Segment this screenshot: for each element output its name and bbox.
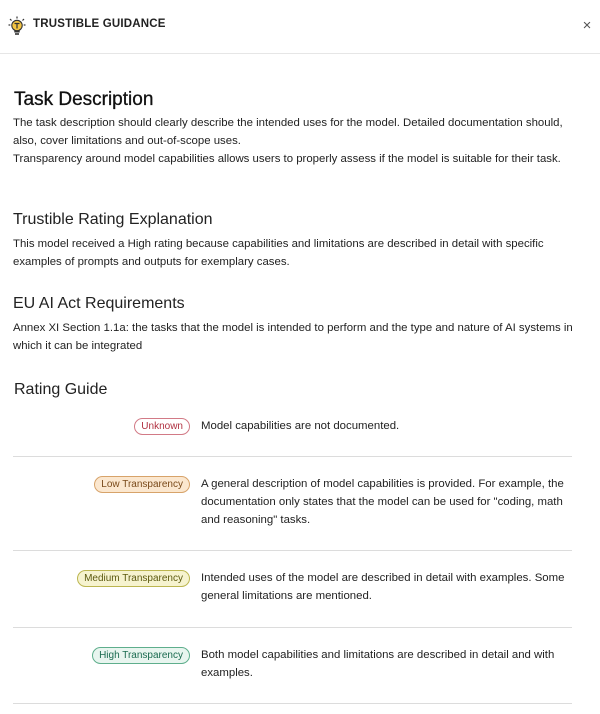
rating-description-unknown: Model capabilities are not documented.	[201, 420, 400, 432]
rating-row-high	[13, 628, 572, 704]
rating-badge-unknown: Unknown	[134, 418, 190, 435]
task-description-body-2: Transparency around model capabilities allows users to properly assess if the model is suitable for their task.	[13, 153, 561, 165]
lightbulb-icon	[8, 16, 26, 36]
task-description-body: The task description should clearly describe the intended uses for the model. Detailed documentation should, also, cover limitations and out-of-scope uses.	[13, 117, 563, 147]
rating-description-low: A general description of model capabilities is provided. For example, the documentation only states that the model can be used for "coding, math and reasoning" tasks.	[201, 478, 564, 526]
rating-guide-list	[13, 407, 572, 704]
rating-badge-medium: Medium Transparency	[77, 570, 190, 587]
rating-badge-high: High Transparency	[92, 647, 190, 664]
rating-row-low	[13, 457, 572, 551]
guidance-header	[0, 0, 600, 54]
rating-guide-heading: Rating Guide	[14, 381, 108, 398]
rating-explanation-body: This model received a High rating because capabilities and limitations are described in detail with specific examples of prompts and outputs for exemplary cases.	[13, 238, 544, 268]
rating-explanation-heading: Trustible Rating Explanation	[13, 211, 213, 228]
task-description-heading: Task Description	[14, 89, 154, 110]
rating-badge-low: Low Transparency	[94, 476, 190, 493]
rating-description-medium: Intended uses of the model are described in detail with examples. Some general limitations are mentioned.	[201, 572, 565, 602]
eu-ai-act-body: Annex XI Section 1.1a: the tasks that the model is intended to perform and the type and nature of AI systems in which it can be integrated	[13, 322, 573, 352]
rating-row-unknown	[13, 407, 572, 457]
guidance-title: TRUSTIBLE GUIDANCE	[33, 18, 166, 30]
rating-description-high: Both model capabilities and limitations are described in detail and with examples.	[201, 649, 555, 679]
rating-row-medium	[13, 551, 572, 628]
close-icon[interactable]: ×	[582, 17, 592, 34]
eu-ai-act-heading: EU AI Act Requirements	[13, 295, 185, 312]
